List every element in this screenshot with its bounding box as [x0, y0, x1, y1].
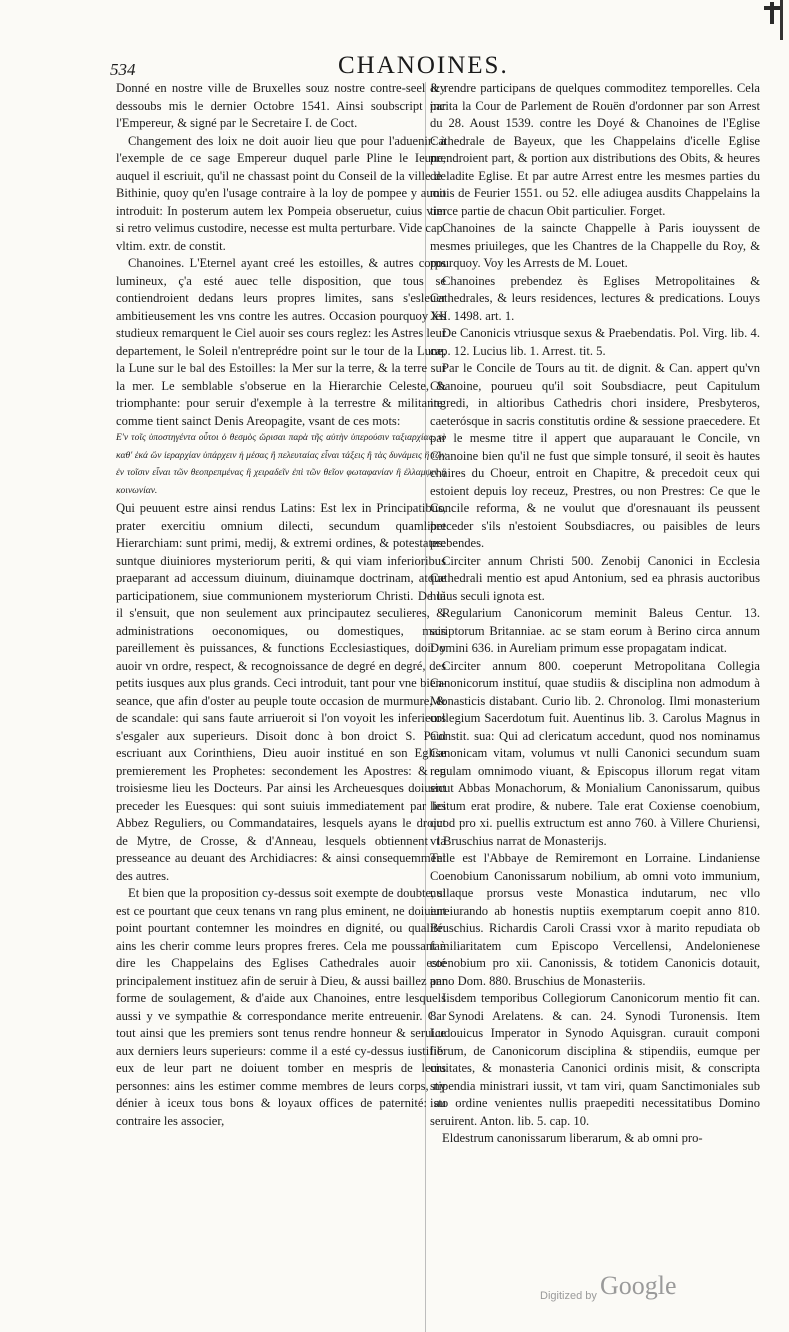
paragraph: Par le Concile de Tours au tit. de dignit. & Can. appert qu'vn Chanoine, pourueu qu'il soit Soubsdiacre, peut Capitulum ingredi, in altioribus Cathedris chori insidere, Presbyteros, caeterósque in sacris constitutis ordine & sessione praecedere. Et par le mesme titre il appert que auparauant le Concile, vn Chanoine bien qu'il ne fust que simple tonsuré, il seoit ès hautes chaires du Choeur, entroit en Chapitre, & precedoit ceux qui estoient depuis loy receuz, Prestres, ou non Prestres: Ce que le Concile reforma, & ne voulut que d'oresnauant ils peussent preceder s'ils n'estoient Soubsdiacres, ou paisibles de leurs prebendes.: [430, 361, 760, 550]
paragraph: Iisdem temporibus Collegiorum Canonicorum mentio fit can. 8. Synodi Arelatens. & can. 24. Synodi Turonensis. Item Ludouicus Imperator in Synodo Aquisgran. curauit componi librum, de Canonicorum disciplina & stipendiis, eumque per ciuitates, & monasteria Canonici ordinis misit, & conscripta stipendia ministrari iussit, vt tam viri, quam Sanctimoniales sub isto ordine venientes nullis praepediti necessitatibus Domino seruirent. Anton. lib. 5. cap. 10.: [430, 991, 760, 1128]
paragraph: De Canonicis vtriusque sexus & Praebendatis. Pol. Virg. lib. 4. cap. 12. Lucius lib. 1. Arrest. tit. 5.: [430, 326, 760, 358]
page-number: 534: [110, 60, 136, 79]
digitized-by-google-watermark: [540, 1273, 740, 1307]
paragraph: Circiter annum 800. coeperunt Metropolitana Collegia Canonicorum instituí, quae studiis & disciplina non admodum à Monasticis distabant. Curio lib. 2. Chronolog. Ilmi monasterium collegium Sacerdotum fuit. Auentinus lib. 3. Carolus Magnus in Constit. sua: Qui ad clericatum accedunt, quod nos nominamus Canonicam vitam, volumus vt nulli Canonici secundum suam regulam omnimodo viuant, & Episcopus illorum regat vitam sicut Abbas Monachorum, & Monialium Canonissarum, quibus licitum erat prodire, & nubere. Tale erat Coxiense coenobium, quod pro xi. puellis extructum est anno 760. à Villere Churiensi, vt Bruschius narrat de Monasterijs.: [430, 658, 760, 848]
watermark-small-text: Digitized by: [540, 1290, 597, 1302]
paragraph: Donné en nostre ville de Bruxelles souz nostre contre-seel icy dessoubs mis le dernier Octobre 1541. Ainsi soubscript par l'Empereur, & signé par le Secretaire I. de Coct.: [116, 81, 446, 130]
paragraph: & rendre participans de quelques commoditez temporelles. Cela incita la Cour de Parlement de Rouën d'ordonner par son Arrest du 28. Aoust 1539. contre les Doyé & Chanoines de l'Eglise Cathedrale de Bayeux, que les Chappelains d'icelle Eglise prendroient part, & portion aux distributions des Obits, & heures de ladite Eglise. Et par autre Arrest entre les mesmes parties du mois de Feurier 1551. ou 52. elle adiugea ausdits Chappelains la tierce partie de chacun Obit particulier. Forget.: [430, 81, 760, 218]
left-column: [116, 80, 446, 1130]
paragraph: Chanoines de la saincte Chappelle à Paris iouyssent de mesmes priuileges, que les Chantres de la Chappelle du Roy, & pourquoy. Voy les Arrests de M. Louet.: [430, 221, 760, 270]
right-column: [430, 80, 760, 1148]
paragraph: Qui peuuent estre ainsi rendus Latins: Est lex in Principatibus, prater exercitiu omnium dilecti, secundum quamlibet Hierarchiam: sunt primi, medij, & extremi ordines, & potestates: suntque diuiniores mysteriorum periti, & qui viam inferioribus praeparant ad accessum diuinum, diuinamque doctrinam, atque participationem, siue communionem mysteriorum Christi. De là il s'ensuit, que non seulement aux principautez seculieres, & administrations oeconomiques, ou domestiques, mais pareillement ès puissances, & functions Ecclesiastiques, doit y auoir vn ordre, respect, & recognoissance de degré en degré, des petits iusques aux plus grands. Ceci introduit, tant pour vne bien-seance, que afin d'oster au peuple toute occasion de murmure, & de scandale: qui sans faute arriueroit si l'on voyoit les inferieurs s'esgaler aux superieurs. Disoit donc à bon droict S. Paul escriuant aux Corinthiens, Dieu auoir institué en son Eglise premierement les Prophetes: secondement les Apostres: & en troisiesme lieu les Docteurs. Par ainsi les Archeuesques doiuent preceder les Euesques: qui sont suiuis immediatement par les Abbez Reguliers, ou Commandataires, lesquels ayans le droict de Mytre, de Crosse, & d'Anneau, lesquels obtiennent la presseance au deuant des Archidiacres: & ainsi consequemment des autres.: [116, 501, 446, 883]
google-logo: Google: [600, 1271, 677, 1300]
page-edge-mark: [760, 0, 785, 40]
paragraph: Chanoines. L'Eternel ayant creé les estoilles, & autres corps lumineux, ç'a esté auec telle disposition, que tous se contiendroient dedans leurs propres limites, sans s'esleuer ambitieusement les vns contre les autres. Occasion pourquoy les studieux remarquent le Ciel auoir ses cours reglez: les Astres leur departement, le Soleil n'entreprédre point sur le tour de la Lune, la Lune sur le bal des Estoilles: la Mer sur la terre, & la terre sur la mer. Le semblable s'obserue en la Hierarchie Celeste, & triomphante: pour seruir d'exemple à la terrestre & militante: comme tient sainct Denis Areopagite, vsant de ces mots:: [116, 256, 446, 428]
paragraph: Telle est l'Abbaye de Remiremont en Lorraine. Lindaniense Coenobium Canonissarum nobilium, ab omni voto immunium, nullaque prorsus veste Monastica indutarum, nec vllo iureiurando ab honestis nuptiis exemptarum coepit anno 810. Bruschius. Richardis Caroli Crassi vxor à marito repudiata ob familiaritatem cum Episcopo Vercellensi, Andelonienese coenobium pro xii. Canonissis, & totidem Canonicis dotauit, anno Dom. 880. Bruschius de Monasteriis.: [430, 851, 760, 988]
paragraph: Chanoines prebendez ès Eglises Metropolitaines & Cathedrales, & leurs residences, lectures & predications. Louys XII. 1498. art. 1.: [430, 273, 760, 323]
paragraph: Circiter annum Christi 500. Zenobij Canonici in Ecclesia Cathedrali mentio est apud Antonium, sed ea phrasis auctoribus huius seculi ignota est.: [430, 553, 760, 603]
paragraph: Eldestrum canonissarum liberarum, & ab omni pro-: [442, 1131, 703, 1145]
paragraph: Regularium Canonicorum meminit Baleus Centur. 13. scriptorum Britanniae. ac se stam eorum à Berino circa annum Domini 636. in Aureliam primum esse propagatam indicat.: [430, 606, 760, 655]
paragraph: Et bien que la proposition cy-dessus soit exempte de doubte, si est ce pourtant que ceux tenans vn rang plus eminent, ne doiuent point pourtant contemner les moindres en dignité, ou qualité: ains les cherir comme leurs propres freres. Cela me poussant à dire les Chappelains des Eglises Cathedrales auoir esté principalement instituez afin de seruir à Dieu, & aussi baillez par forme de soulagement, & d'aide aux Chanoines, entre lesquels aussi y ve sympathie & correspondance merite entreuenir. Car tout ainsi que les premiers sont tenus rendre honneur & seruice aux derniers leurs superieurs: comme il a esté cy-dessus iustifié: eux de leur part ne doiuent tomber en mespris de leurs personnes: ains les estimer comme membres de leurs corps, ny dénier à iceux tous bons & loyaux offices de paternité: au contraire les associer,: [116, 886, 446, 1128]
greek-quote: Ε'ν τοῖς ὑποστηγέντα οὗτοι ὁ θεσμὸς ὥρισαι παρὰ τῆς αὐτὴν ὑπερούσιν ταξιαρχίας. τὸ καθ' ἑκά ὥν ἱεραρχίαν ὑπάρχειν ἡ μέσας ἢ πελευταίας εἶναι τάξεις ἢ τὰς δυνάμεις ἢ τῶν ἐν τοῖσιν εἶναι τῶν θεοπρεπμένας ἢ χειραδεῖν ἐπὶ τῶν θεῖον φωταφανίαν ἢ ἐλλαμψιν ἢ κοινωνίαν.: [116, 433, 446, 496]
running-head: CHANOINES.: [338, 52, 509, 79]
paragraph: Changement des loix ne doit auoir lieu que pour l'aduenir: à l'exemple de ce sage Empereur duquel parle Pline le Ieune, auquel il escriuit, qu'il ne chassast point du Conseil de la ville de Bithinie, quoy qu'en l'usage contraire à la loy de pompee y auoit introduit: In posterum autem lex Pompeia obseruetur, cuius vim si retro velimus custodire, necesse est multa perturbare. Vide cap. vltim. extr. de constit.: [116, 133, 446, 253]
